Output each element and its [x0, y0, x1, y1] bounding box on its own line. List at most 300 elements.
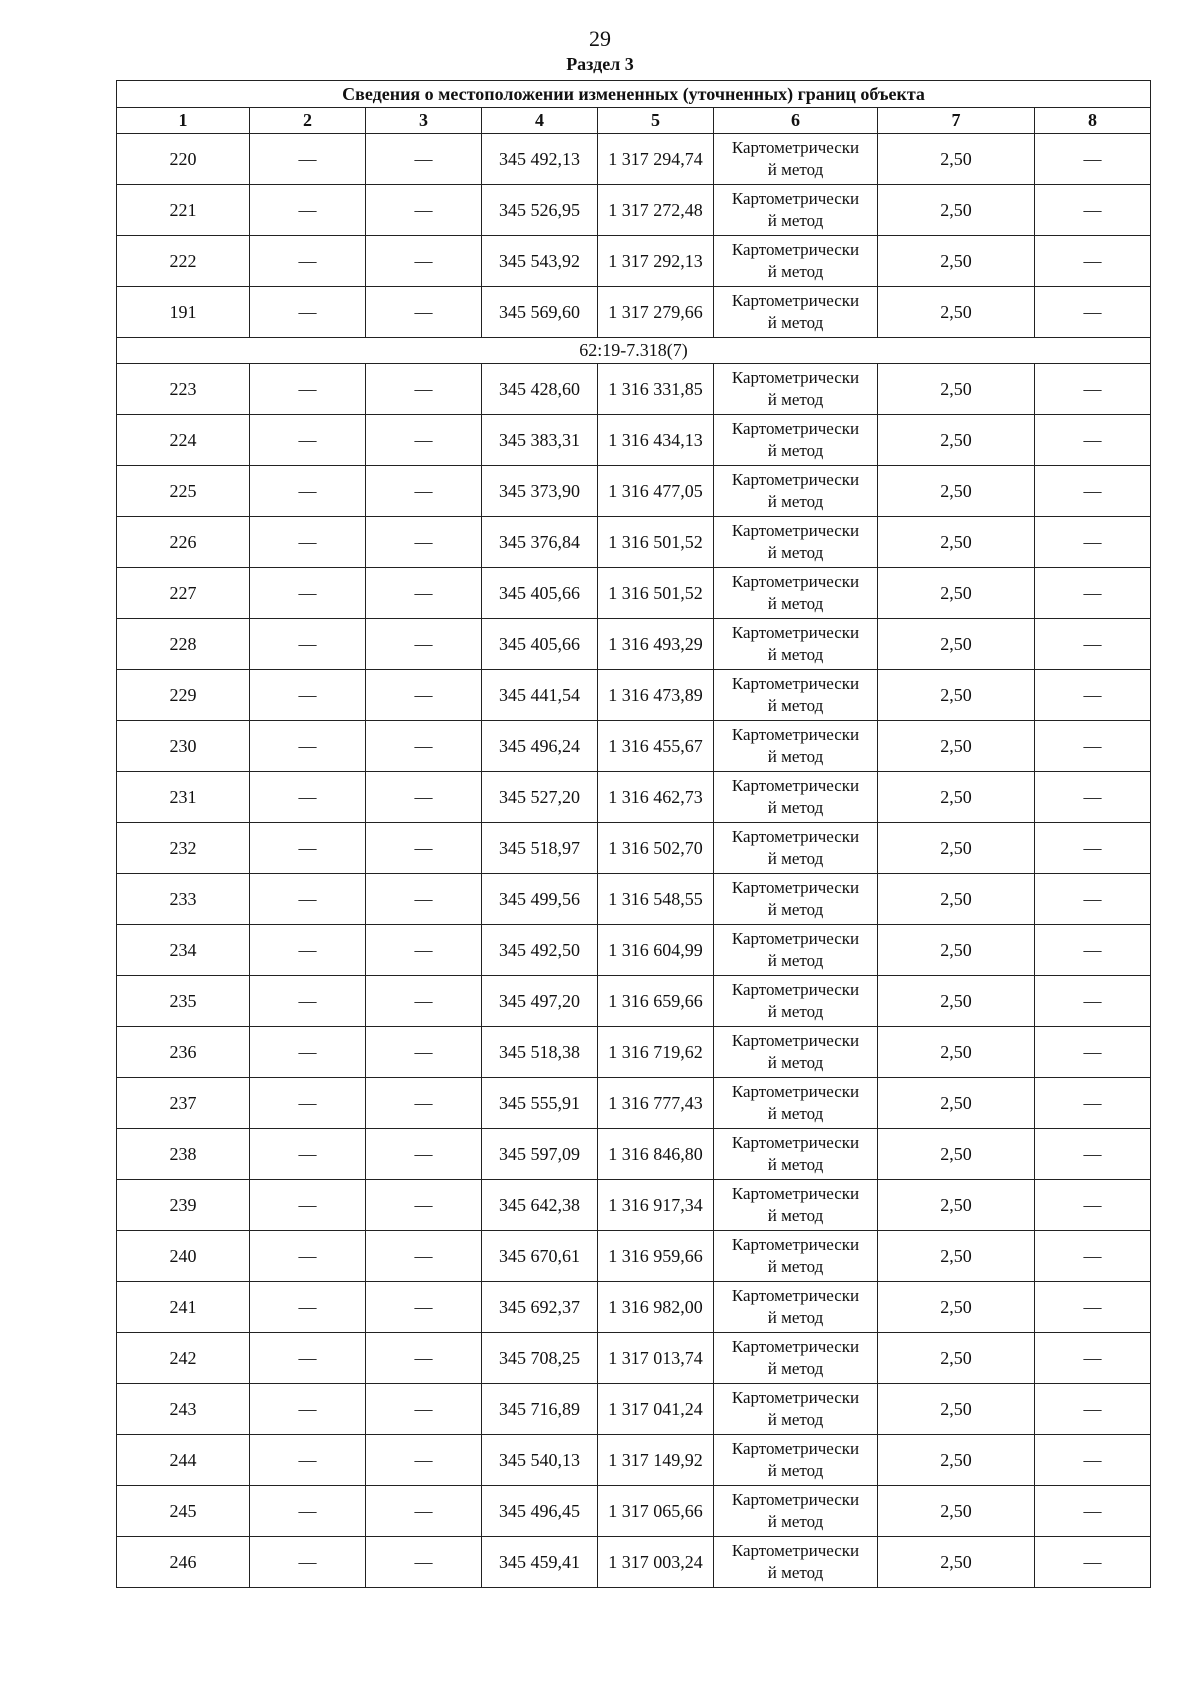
method-text-line: Картометрически: [731, 878, 860, 897]
method-text-line: й метод: [767, 1461, 824, 1480]
y-coordinate-cell: 1 316 604,99: [598, 925, 714, 976]
point-number-cell: 224: [117, 415, 250, 466]
accuracy-cell: 2,50: [878, 1078, 1035, 1129]
dash-cell: —: [250, 415, 366, 466]
x-coordinate-cell: 345 716,89: [482, 1384, 598, 1435]
dash-cell: —: [366, 415, 482, 466]
method-text-line: й метод: [767, 594, 824, 613]
dash-cell: —: [1035, 772, 1151, 823]
accuracy-cell: 2,50: [878, 823, 1035, 874]
dash-cell: —: [250, 1537, 366, 1588]
y-coordinate-cell: 1 317 003,24: [598, 1537, 714, 1588]
x-coordinate-cell: 345 373,90: [482, 466, 598, 517]
point-number-cell: 223: [117, 364, 250, 415]
method-text-line: Картометрически: [731, 1133, 860, 1152]
table-row: [117, 1486, 1151, 1537]
method-text-line: Картометрически: [731, 1082, 860, 1101]
column-number: 2: [250, 108, 366, 134]
dash-cell: —: [366, 772, 482, 823]
x-coordinate-cell: 345 708,25: [482, 1333, 598, 1384]
accuracy-cell: 2,50: [878, 1486, 1035, 1537]
method-cell: [714, 1384, 878, 1435]
method-cell: [714, 1231, 878, 1282]
method-cell: [714, 415, 878, 466]
dash-cell: —: [1035, 466, 1151, 517]
method-text-line: Картометрически: [731, 725, 860, 744]
dash-cell: —: [1035, 287, 1151, 338]
method-text-line: Картометрически: [731, 1439, 860, 1458]
method-cell: [714, 1180, 878, 1231]
dash-cell: —: [366, 517, 482, 568]
dash-cell: —: [366, 1180, 482, 1231]
page-number: 29: [589, 26, 611, 51]
point-number-cell: 222: [117, 236, 250, 287]
accuracy-cell: 2,50: [878, 236, 1035, 287]
table-row: [117, 287, 1151, 338]
dash-cell: —: [250, 134, 366, 185]
method-text-line: Картометрически: [731, 929, 860, 948]
dash-cell: —: [250, 1333, 366, 1384]
y-coordinate-cell: 1 316 331,85: [598, 364, 714, 415]
point-number-cell: 226: [117, 517, 250, 568]
method-cell: [714, 568, 878, 619]
method-text-line: й метод: [767, 849, 824, 868]
method-text-line: й метод: [767, 313, 824, 332]
method-text-line: й метод: [767, 1512, 824, 1531]
dash-cell: —: [250, 823, 366, 874]
y-coordinate-cell: 1 316 462,73: [598, 772, 714, 823]
point-number-cell: 237: [117, 1078, 250, 1129]
x-coordinate-cell: 345 555,91: [482, 1078, 598, 1129]
x-coordinate-cell: 345 405,66: [482, 568, 598, 619]
method-text-line: й метод: [767, 262, 824, 281]
method-text-line: й метод: [767, 747, 824, 766]
table-row: [117, 874, 1151, 925]
dash-cell: —: [1035, 364, 1151, 415]
dash-cell: —: [1035, 925, 1151, 976]
dash-cell: —: [366, 1486, 482, 1537]
dash-cell: —: [1035, 619, 1151, 670]
x-coordinate-cell: 345 492,50: [482, 925, 598, 976]
x-coordinate-cell: 345 518,38: [482, 1027, 598, 1078]
method-cell: [714, 517, 878, 568]
y-coordinate-cell: 1 316 659,66: [598, 976, 714, 1027]
method-text-line: й метод: [767, 1053, 824, 1072]
section-title: Раздел 3: [566, 54, 634, 74]
x-coordinate-cell: 345 441,54: [482, 670, 598, 721]
point-number-cell: 221: [117, 185, 250, 236]
y-coordinate-cell: 1 316 434,13: [598, 415, 714, 466]
dash-cell: —: [250, 236, 366, 287]
method-text-line: Картометрически: [731, 980, 860, 999]
method-text-line: й метод: [767, 645, 824, 664]
method-text-line: й метод: [767, 900, 824, 919]
x-coordinate-cell: 345 496,45: [482, 1486, 598, 1537]
dash-cell: —: [1035, 874, 1151, 925]
method-text-line: й метод: [767, 543, 824, 562]
dash-cell: —: [1035, 1027, 1151, 1078]
table-row: [117, 1231, 1151, 1282]
point-number-cell: 229: [117, 670, 250, 721]
column-number: 1: [117, 108, 250, 134]
method-text-line: Картометрически: [731, 1541, 860, 1560]
dash-cell: —: [366, 1537, 482, 1588]
method-cell: [714, 1435, 878, 1486]
y-coordinate-cell: 1 316 719,62: [598, 1027, 714, 1078]
dash-cell: —: [1035, 185, 1151, 236]
accuracy-cell: 2,50: [878, 772, 1035, 823]
accuracy-cell: 2,50: [878, 568, 1035, 619]
dash-cell: —: [1035, 517, 1151, 568]
method-text-line: Картометрически: [731, 470, 860, 489]
point-number-cell: 220: [117, 134, 250, 185]
dash-cell: —: [1035, 1180, 1151, 1231]
method-text-line: Картометрически: [731, 1490, 860, 1509]
method-cell: [714, 466, 878, 517]
accuracy-cell: 2,50: [878, 415, 1035, 466]
column-number: 3: [366, 108, 482, 134]
dash-cell: —: [1035, 1486, 1151, 1537]
method-cell: [714, 1078, 878, 1129]
dash-cell: —: [1035, 721, 1151, 772]
method-text-line: й метод: [767, 1002, 824, 1021]
dash-cell: —: [250, 874, 366, 925]
method-text-line: Картометрически: [731, 419, 860, 438]
x-coordinate-cell: 345 383,31: [482, 415, 598, 466]
coordinates-table: [116, 80, 1151, 1588]
table-row: [117, 1435, 1151, 1486]
dash-cell: —: [250, 1282, 366, 1333]
x-coordinate-cell: 345 526,95: [482, 185, 598, 236]
dash-cell: —: [366, 721, 482, 772]
point-number-cell: 191: [117, 287, 250, 338]
table-row: [117, 976, 1151, 1027]
point-number-cell: 246: [117, 1537, 250, 1588]
group-label: 62:19-7.318(7): [117, 338, 1151, 364]
dash-cell: —: [250, 1435, 366, 1486]
dash-cell: —: [250, 670, 366, 721]
table-row: [117, 236, 1151, 287]
accuracy-cell: 2,50: [878, 517, 1035, 568]
dash-cell: —: [1035, 670, 1151, 721]
y-coordinate-cell: 1 317 041,24: [598, 1384, 714, 1435]
method-cell: [714, 721, 878, 772]
point-number-cell: 234: [117, 925, 250, 976]
table-row: [117, 925, 1151, 976]
dash-cell: —: [1035, 1384, 1151, 1435]
method-text-line: Картометрически: [731, 572, 860, 591]
accuracy-cell: 2,50: [878, 1435, 1035, 1486]
point-number-cell: 242: [117, 1333, 250, 1384]
table-row: [117, 1333, 1151, 1384]
dash-cell: —: [1035, 1537, 1151, 1588]
method-text-line: й метод: [767, 492, 824, 511]
table-row: [117, 364, 1151, 415]
table-row: [117, 670, 1151, 721]
method-cell: [714, 1486, 878, 1537]
method-cell: [714, 287, 878, 338]
x-coordinate-cell: 345 540,13: [482, 1435, 598, 1486]
accuracy-cell: 2,50: [878, 134, 1035, 185]
dash-cell: —: [250, 1231, 366, 1282]
accuracy-cell: 2,50: [878, 670, 1035, 721]
y-coordinate-cell: 1 316 502,70: [598, 823, 714, 874]
accuracy-cell: 2,50: [878, 721, 1035, 772]
x-coordinate-cell: 345 428,60: [482, 364, 598, 415]
dash-cell: —: [250, 976, 366, 1027]
dash-cell: —: [1035, 1333, 1151, 1384]
method-text-line: й метод: [767, 441, 824, 460]
dash-cell: —: [250, 466, 366, 517]
method-cell: [714, 1537, 878, 1588]
dash-cell: —: [366, 1435, 482, 1486]
method-cell: [714, 1027, 878, 1078]
dash-cell: —: [250, 364, 366, 415]
table-row: [117, 1537, 1151, 1588]
method-text-line: й метод: [767, 1104, 824, 1123]
dash-cell: —: [250, 721, 366, 772]
dash-cell: —: [366, 976, 482, 1027]
table-row: [117, 415, 1151, 466]
y-coordinate-cell: 1 317 149,92: [598, 1435, 714, 1486]
dash-cell: —: [366, 670, 482, 721]
accuracy-cell: 2,50: [878, 976, 1035, 1027]
dash-cell: —: [1035, 1078, 1151, 1129]
method-text-line: Картометрически: [731, 138, 860, 157]
y-coordinate-cell: 1 317 272,48: [598, 185, 714, 236]
method-text-line: й метод: [767, 1155, 824, 1174]
dash-cell: —: [250, 1384, 366, 1435]
dash-cell: —: [250, 1078, 366, 1129]
x-coordinate-cell: 345 543,92: [482, 236, 598, 287]
point-number-cell: 231: [117, 772, 250, 823]
method-text-line: Картометрически: [731, 674, 860, 693]
method-text-line: й метод: [767, 1206, 824, 1225]
column-number: 7: [878, 108, 1035, 134]
y-coordinate-cell: 1 316 777,43: [598, 1078, 714, 1129]
column-number: 5: [598, 108, 714, 134]
method-cell: [714, 1282, 878, 1333]
dash-cell: —: [250, 1180, 366, 1231]
method-text-line: Картометрически: [731, 827, 860, 846]
method-text-line: й метод: [767, 1410, 824, 1429]
method-text-line: й метод: [767, 211, 824, 230]
x-coordinate-cell: 345 405,66: [482, 619, 598, 670]
method-text-line: Картометрически: [731, 623, 860, 642]
accuracy-cell: 2,50: [878, 925, 1035, 976]
dash-cell: —: [366, 925, 482, 976]
table-row: [117, 772, 1151, 823]
accuracy-cell: 2,50: [878, 1384, 1035, 1435]
accuracy-cell: 2,50: [878, 619, 1035, 670]
point-number-cell: 227: [117, 568, 250, 619]
point-number-cell: 241: [117, 1282, 250, 1333]
dash-cell: —: [1035, 1231, 1151, 1282]
dash-cell: —: [1035, 1129, 1151, 1180]
y-coordinate-cell: 1 317 013,74: [598, 1333, 714, 1384]
dash-cell: —: [250, 287, 366, 338]
method-cell: [714, 364, 878, 415]
table-row: [117, 1027, 1151, 1078]
point-number-cell: 244: [117, 1435, 250, 1486]
table-row: [117, 619, 1151, 670]
dash-cell: —: [1035, 134, 1151, 185]
accuracy-cell: 2,50: [878, 874, 1035, 925]
y-coordinate-cell: 1 316 959,66: [598, 1231, 714, 1282]
method-text-line: й метод: [767, 951, 824, 970]
dash-cell: —: [366, 364, 482, 415]
method-text-line: Картометрически: [731, 1286, 860, 1305]
table-row: [117, 1282, 1151, 1333]
method-text-line: й метод: [767, 798, 824, 817]
dash-cell: —: [250, 772, 366, 823]
dash-cell: —: [366, 236, 482, 287]
x-coordinate-cell: 345 492,13: [482, 134, 598, 185]
dash-cell: —: [366, 1027, 482, 1078]
x-coordinate-cell: 345 496,24: [482, 721, 598, 772]
method-text-line: й метод: [767, 1563, 824, 1582]
table-row: [117, 721, 1151, 772]
method-cell: [714, 134, 878, 185]
y-coordinate-cell: 1 317 065,66: [598, 1486, 714, 1537]
y-coordinate-cell: 1 316 846,80: [598, 1129, 714, 1180]
method-cell: [714, 772, 878, 823]
table-row: [117, 1129, 1151, 1180]
point-number-cell: 228: [117, 619, 250, 670]
method-cell: [714, 1333, 878, 1384]
accuracy-cell: 2,50: [878, 185, 1035, 236]
table-row: [117, 1078, 1151, 1129]
method-text-line: Картометрически: [731, 1388, 860, 1407]
dash-cell: —: [250, 1129, 366, 1180]
point-number-cell: 225: [117, 466, 250, 517]
method-text-line: Картометрически: [731, 189, 860, 208]
dash-cell: —: [366, 466, 482, 517]
point-number-cell: 235: [117, 976, 250, 1027]
method-text-line: й метод: [767, 1257, 824, 1276]
dash-cell: —: [1035, 1435, 1151, 1486]
column-number: 8: [1035, 108, 1151, 134]
table-row: [117, 134, 1151, 185]
accuracy-cell: 2,50: [878, 1333, 1035, 1384]
dash-cell: —: [366, 874, 482, 925]
dash-cell: —: [366, 287, 482, 338]
dash-cell: —: [250, 1027, 366, 1078]
method-cell: [714, 1129, 878, 1180]
accuracy-cell: 2,50: [878, 466, 1035, 517]
method-text-line: Картометрически: [731, 1031, 860, 1050]
accuracy-cell: 2,50: [878, 1537, 1035, 1588]
point-number-cell: 238: [117, 1129, 250, 1180]
x-coordinate-cell: 345 527,20: [482, 772, 598, 823]
y-coordinate-cell: 1 316 982,00: [598, 1282, 714, 1333]
y-coordinate-cell: 1 316 477,05: [598, 466, 714, 517]
method-text-line: Картометрически: [731, 240, 860, 259]
accuracy-cell: 2,50: [878, 1231, 1035, 1282]
table-row: [117, 568, 1151, 619]
column-number: 4: [482, 108, 598, 134]
x-coordinate-cell: 345 497,20: [482, 976, 598, 1027]
dash-cell: —: [366, 619, 482, 670]
y-coordinate-cell: 1 316 473,89: [598, 670, 714, 721]
dash-cell: —: [1035, 568, 1151, 619]
dash-cell: —: [366, 1078, 482, 1129]
dash-cell: —: [366, 568, 482, 619]
x-coordinate-cell: 345 459,41: [482, 1537, 598, 1588]
point-number-cell: 232: [117, 823, 250, 874]
table-row: [117, 517, 1151, 568]
method-text-line: й метод: [767, 160, 824, 179]
point-number-cell: 230: [117, 721, 250, 772]
dash-cell: —: [366, 1282, 482, 1333]
x-coordinate-cell: 345 499,56: [482, 874, 598, 925]
accuracy-cell: 2,50: [878, 364, 1035, 415]
method-cell: [714, 670, 878, 721]
method-cell: [714, 823, 878, 874]
x-coordinate-cell: 345 642,38: [482, 1180, 598, 1231]
point-number-cell: 245: [117, 1486, 250, 1537]
table-caption: Сведения о местоположении измененных (уточненных) границ объекта: [117, 81, 1151, 108]
dash-cell: —: [250, 619, 366, 670]
method-text-line: й метод: [767, 390, 824, 409]
point-number-cell: 236: [117, 1027, 250, 1078]
accuracy-cell: 2,50: [878, 287, 1035, 338]
method-cell: [714, 874, 878, 925]
dash-cell: —: [366, 823, 482, 874]
dash-cell: —: [366, 1333, 482, 1384]
dash-cell: —: [250, 925, 366, 976]
x-coordinate-cell: 345 376,84: [482, 517, 598, 568]
accuracy-cell: 2,50: [878, 1180, 1035, 1231]
column-number: 6: [714, 108, 878, 134]
method-cell: [714, 236, 878, 287]
dash-cell: —: [250, 568, 366, 619]
table-row: [117, 185, 1151, 236]
method-text-line: Картометрически: [731, 291, 860, 310]
dash-cell: —: [250, 185, 366, 236]
x-coordinate-cell: 345 692,37: [482, 1282, 598, 1333]
point-number-cell: 233: [117, 874, 250, 925]
method-text-line: Картометрически: [731, 1184, 860, 1203]
method-text-line: Картометрически: [731, 1337, 860, 1356]
y-coordinate-cell: 1 316 548,55: [598, 874, 714, 925]
method-text-line: й метод: [767, 696, 824, 715]
method-text-line: й метод: [767, 1308, 824, 1327]
accuracy-cell: 2,50: [878, 1027, 1035, 1078]
method-cell: [714, 976, 878, 1027]
method-text-line: Картометрически: [731, 1235, 860, 1254]
point-number-cell: 239: [117, 1180, 250, 1231]
point-number-cell: 243: [117, 1384, 250, 1435]
accuracy-cell: 2,50: [878, 1129, 1035, 1180]
y-coordinate-cell: 1 316 455,67: [598, 721, 714, 772]
dash-cell: —: [250, 517, 366, 568]
method-cell: [714, 925, 878, 976]
dash-cell: —: [366, 1384, 482, 1435]
method-text-line: й метод: [767, 1359, 824, 1378]
method-cell: [714, 619, 878, 670]
x-coordinate-cell: 345 569,60: [482, 287, 598, 338]
accuracy-cell: 2,50: [878, 1282, 1035, 1333]
column-number-row: [117, 108, 1151, 134]
method-cell: [714, 185, 878, 236]
dash-cell: —: [366, 1231, 482, 1282]
y-coordinate-cell: 1 316 493,29: [598, 619, 714, 670]
dash-cell: —: [1035, 415, 1151, 466]
y-coordinate-cell: 1 317 294,74: [598, 134, 714, 185]
y-coordinate-cell: 1 317 279,66: [598, 287, 714, 338]
method-text-line: Картометрически: [731, 368, 860, 387]
